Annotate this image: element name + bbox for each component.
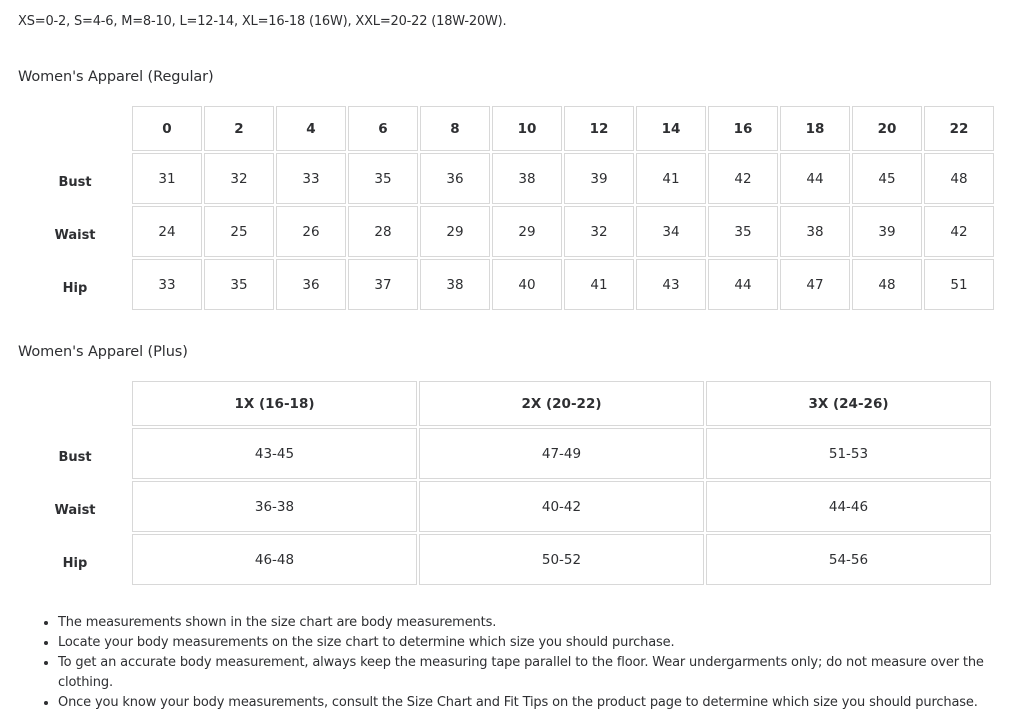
row-label-waist: Waist — [54, 228, 96, 243]
plus-size-table — [18, 379, 993, 587]
size-header: 6 — [348, 106, 418, 151]
table-row — [20, 534, 991, 585]
size-header: 3X (24-26) — [706, 381, 991, 426]
table-cell: 54-56 — [706, 534, 991, 585]
table-cell: 34 — [636, 206, 706, 257]
table-cell: 41 — [564, 259, 634, 310]
table-cell: 43-45 — [132, 428, 417, 479]
list-item: • Locate your body measurements on the size chart to determine which size you should purchase. — [58, 633, 1027, 653]
table-cell: 51 — [924, 259, 994, 310]
row-label-hip: Hip — [62, 281, 88, 296]
table-cell: 36 — [420, 153, 490, 204]
size-header: 16 — [708, 106, 778, 151]
table-row — [20, 428, 991, 479]
row-label-waist: Waist — [54, 503, 96, 518]
table-cell: 40-42 — [419, 481, 704, 532]
table-cell: 36 — [276, 259, 346, 310]
row-label-bust: Bust — [58, 450, 92, 465]
row-label-bust: Bust — [58, 175, 92, 190]
table-row — [20, 206, 994, 257]
table-cell: 51-53 — [706, 428, 991, 479]
regular-section-title: Women's Apparel (Regular) — [18, 69, 214, 85]
table-cell: 32 — [204, 153, 274, 204]
table-cell: 35 — [348, 153, 418, 204]
table-cell: 24 — [132, 206, 202, 257]
table-cell: 44 — [708, 259, 778, 310]
list-item: • Once you know your body measurements, consult the Size Chart and Fit Tips on the product page to determine which size you should purchase. — [58, 693, 1027, 713]
table-cell: 42 — [708, 153, 778, 204]
size-header: 10 — [492, 106, 562, 151]
table-cell: 35 — [708, 206, 778, 257]
size-header: 2 — [204, 106, 274, 151]
table-header-row — [20, 381, 991, 426]
table-cell: 37 — [348, 259, 418, 310]
table-cell: 40 — [492, 259, 562, 310]
table-cell: 41 — [636, 153, 706, 204]
table-cell: 39 — [564, 153, 634, 204]
plus-section-title: Women's Apparel (Plus) — [18, 344, 188, 360]
row-label-hip: Hip — [62, 556, 88, 571]
size-header: 2X (20-22) — [419, 381, 704, 426]
size-conversion-note: XS=0-2, S=4-6, M=8-10, L=12-14, XL=16-18 (16W), XXL=20-22 (18W-20W). — [18, 14, 507, 29]
table-cell: 47-49 — [419, 428, 704, 479]
table-cell: 42 — [924, 206, 994, 257]
table-cell: 46-48 — [132, 534, 417, 585]
size-header: 12 — [564, 106, 634, 151]
list-item: • To get an accurate body measurement, always keep the measuring tape parallel to the floor. Wear undergarments only; do not measure over the clothing. — [58, 653, 1027, 693]
table-cell: 33 — [276, 153, 346, 204]
size-header: 14 — [636, 106, 706, 151]
table-cell: 38 — [780, 206, 850, 257]
table-cell: 29 — [492, 206, 562, 257]
table-cell: 44 — [780, 153, 850, 204]
size-header: 1X (16-18) — [132, 381, 417, 426]
table-cell: 36-38 — [132, 481, 417, 532]
size-header: 4 — [276, 106, 346, 151]
size-header: 22 — [924, 106, 994, 151]
measurement-notes-list — [20, 613, 1027, 713]
table-cell: 38 — [492, 153, 562, 204]
table-cell: 43 — [636, 259, 706, 310]
regular-size-table — [18, 104, 996, 312]
table-row — [20, 153, 994, 204]
table-cell: 47 — [780, 259, 850, 310]
size-header: 8 — [420, 106, 490, 151]
table-row — [20, 481, 991, 532]
size-header: 0 — [132, 106, 202, 151]
size-header: 18 — [780, 106, 850, 151]
table-cell: 29 — [420, 206, 490, 257]
table-cell: 39 — [852, 206, 922, 257]
size-header: 20 — [852, 106, 922, 151]
table-cell: 28 — [348, 206, 418, 257]
table-cell: 45 — [852, 153, 922, 204]
table-cell: 26 — [276, 206, 346, 257]
table-cell: 48 — [924, 153, 994, 204]
table-cell: 31 — [132, 153, 202, 204]
table-cell: 33 — [132, 259, 202, 310]
table-cell: 25 — [204, 206, 274, 257]
list-item: • The measurements shown in the size chart are body measurements. — [58, 613, 1027, 633]
table-cell: 32 — [564, 206, 634, 257]
table-corner — [20, 106, 130, 151]
table-corner — [20, 381, 130, 426]
table-cell: 44-46 — [706, 481, 991, 532]
table-cell: 38 — [420, 259, 490, 310]
table-header-row — [20, 106, 994, 151]
table-cell: 35 — [204, 259, 274, 310]
table-row — [20, 259, 994, 310]
table-cell: 48 — [852, 259, 922, 310]
table-cell: 50-52 — [419, 534, 704, 585]
